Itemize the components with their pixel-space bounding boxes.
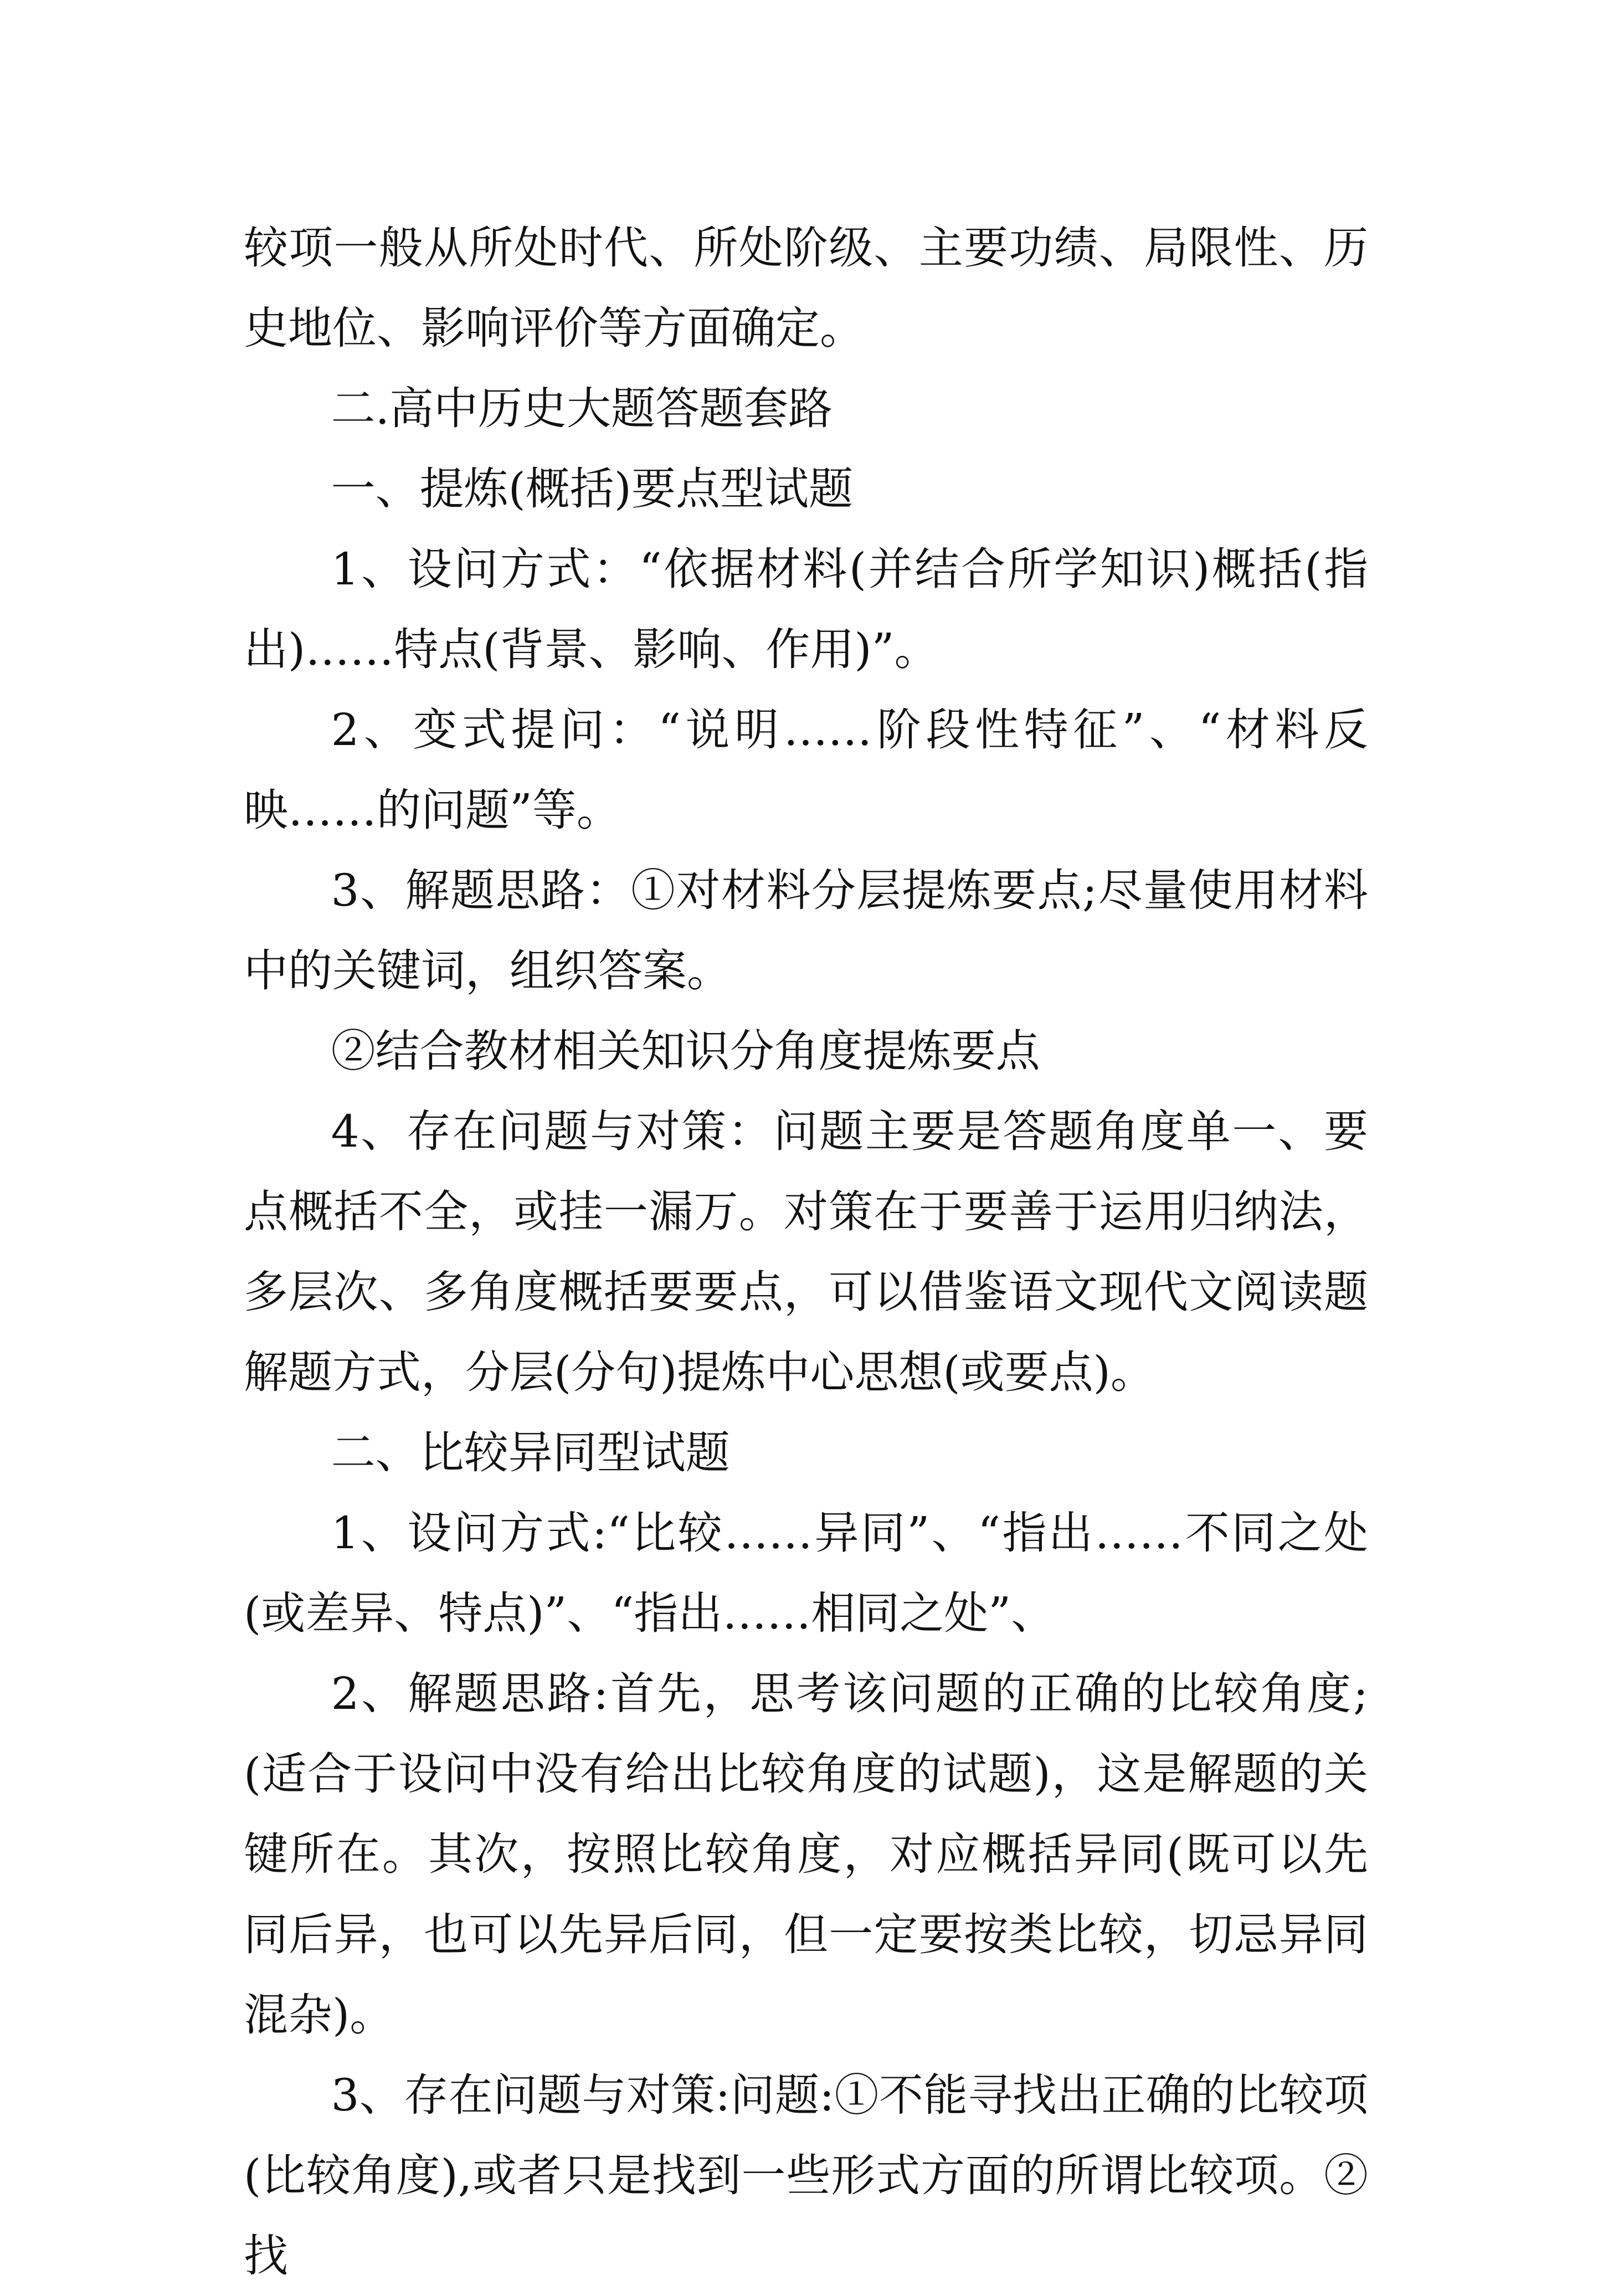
- paragraph-variant-questions: 2、变式提问：“说明……阶段性特征”、“材料反映……的问题”等。: [244, 704, 1368, 836]
- paragraph-compare-solving-approach: 2、解题思路:首先，思考该问题的正确的比较角度;(适合于设问中没有给出比较角度的试题)，这是解题的关键所在。其次，按照比较角度，对应概括异同(既可以先同后异，也可以先异后同，但一定要按类比较，切忌异同混杂)。: [244, 1668, 1368, 2041]
- paragraph-solving-approach-2: ②结合教材相关知识分角度提炼要点: [331, 1025, 1040, 1077]
- document-body: [244, 208, 1368, 2296]
- section-heading-answer-routines: 二.高中历史大题答题套路: [331, 383, 833, 434]
- paragraph-question-format: 1、设问方式：“依据材料(并结合所学知识)概括(指出)……特点(背景、影响、作用)”。: [244, 543, 1368, 675]
- subsection-heading-summarize-questions: 一、提炼(概括)要点型试题: [331, 463, 854, 515]
- paragraph-continuation: 较项一般从所处时代、所处阶级、主要功绩、局限性、历史地位、影响评价等方面确定。: [244, 222, 1368, 354]
- paragraph-compare-question-format: 1、设问方式:“比较……异同”、“指出……不同之处(或差异、特点)”、“指出……相同之处”、: [244, 1507, 1368, 1639]
- paragraph-solving-approach: 3、解题思路：①对材料分层提炼要点;尽量使用材料中的关键词，组织答案。: [244, 865, 1368, 997]
- paragraph-compare-problems: 3、存在问题与对策:问题:①不能寻找出正确的比较项(比较角度),或者只是找到一些形式方面的所谓比较项。②找: [244, 2069, 1368, 2282]
- subsection-heading-compare-questions: 二、比较异同型试题: [331, 1427, 730, 1478]
- paragraph-problems-and-strategies: 4、存在问题与对策：问题主要是答题角度单一、要点概括不全，或挂一漏万。对策在于要善于运用归纳法，多层次、多角度概括要要点，可以借鉴语文现代文阅读题解题方式，分层(分句)提炼中心思想(或要点)。: [244, 1106, 1368, 1398]
